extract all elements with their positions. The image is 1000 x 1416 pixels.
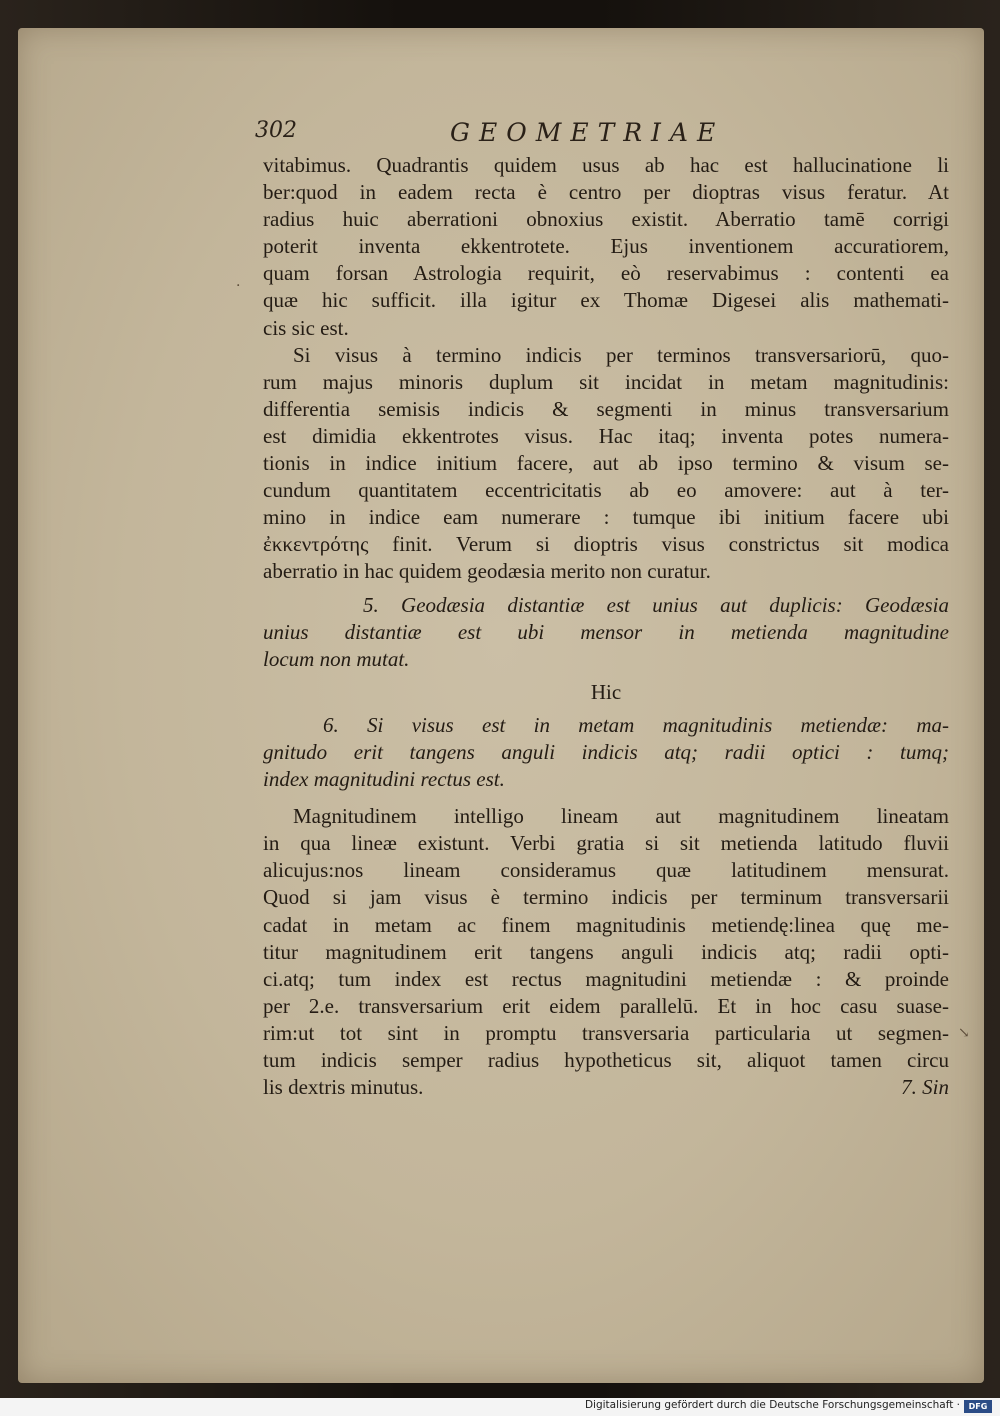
digitization-credit: Digitalisierung gefördert durch die Deutsche Forschungsgemeinschaft · [584,1399,960,1411]
paragraph-start: Si visus à termino indicis per terminos transversariorū, quo- [293,342,949,367]
text-line: cundum quantitatem eccentricitatis ab eo amovere: aut à ter- [263,478,949,503]
text-line: differentia semisis indicis & segmenti in minus transversarium [263,396,949,421]
text-line: quæ hic sufficit. illa igitur ex Thomæ Digesei alis mathemati- [263,288,949,313]
text-line: rum majus minoris duplum sit incidat in metam magnitudinis: [263,369,949,394]
text-line: lis dextris minutus. [263,1075,424,1100]
text-line: gnitudo erit tangens anguli indicis atq; radii optici : tumq; [263,739,949,764]
text-line: ber:quod in eadem recta è centro per dioptras visus feratur. At [263,180,949,205]
text-line: ci.atq; tum index est rectus magnitudini metiendæ : & proinde [263,966,949,991]
running-title: GEOMETRIAE [450,118,725,147]
text-line: tum indicis semper radius hypotheticus sit, aliquot tamen circu [263,1048,949,1072]
text-line: tionis in indice initium facere, aut ab ipso termino & visum se- [263,451,949,476]
text-line: per 2.e. transversarium erit eidem parallelū. Et in hoc casu suase- [263,993,949,1018]
margin-dot: · [236,278,241,294]
page-header [255,118,945,150]
text-line: rim:ut tot sint in promptu transversaria particularia ut segmen- [263,1020,949,1045]
text-line: quam forsan Astrologia requirit, eò reservabimus : contenti ea [263,261,949,286]
text-line: cadat in metam ac finem magnitudinis metiendę:linea quę me- [263,912,949,937]
margin-mark: ↘ [958,1025,970,1041]
text-line: poterit inventa ekkentrotete. Ejus inventionem accuratiorem, [263,234,949,259]
proposition-6: 6. Si visus est in metam magnitudinis metiendæ: ma- [323,712,949,737]
section-word: Hic [590,679,622,704]
paragraph-start: Magnitudinem intelligo lineam aut magnitudinem lineatam [293,804,949,829]
text-line: mino in indice eam numerare : tumque ibi initium facere ubi [263,505,949,530]
text-line: index magnitudini rectus est. [263,767,505,792]
dfg-logo: DFG [964,1400,992,1413]
catchword: 7. Sin [901,1075,949,1100]
text-line: locum non mutat. [263,646,410,671]
text-line: aberratio in hac quidem geodæsia merito non curatur. [263,559,711,584]
text-line: vitabimus. Quadrantis quidem usus ab hac est hallucinatione li [263,153,949,177]
text-line: Quod si jam visus è termino indicis per terminum transversarii [263,885,949,910]
text-line: in qua lineæ existunt. Verbi gratia si sit metienda latitudo fluvii [263,831,949,856]
proposition-5: 5. Geodæsia distantiæ est unius aut duplicis: Geodæsia [363,592,949,617]
page-number: 302 [255,118,297,143]
text-line: est dimidia ekkentrotes visus. Hac itaq; inventa potes numera- [263,423,949,448]
text-line: titur magnitudinem erit tangens anguli indicis atq; radii opti- [263,939,949,964]
text-line: radius huic aberrationi obnoxius existit. Aberratio tamē corrigi [263,207,949,232]
body-text [263,152,949,1101]
text-line: unius distantiæ est ubi mensor in metienda magnitudine [263,619,949,644]
text-line: ἐκκεντρότης finit. Verum si dioptris visus constrictus sit modica [263,532,949,557]
text-line: cis sic est. [263,315,349,340]
text-line: alicujus:nos lineam consideramus quæ latitudinem mensurat. [263,858,949,883]
footer-bar [0,1398,1000,1416]
